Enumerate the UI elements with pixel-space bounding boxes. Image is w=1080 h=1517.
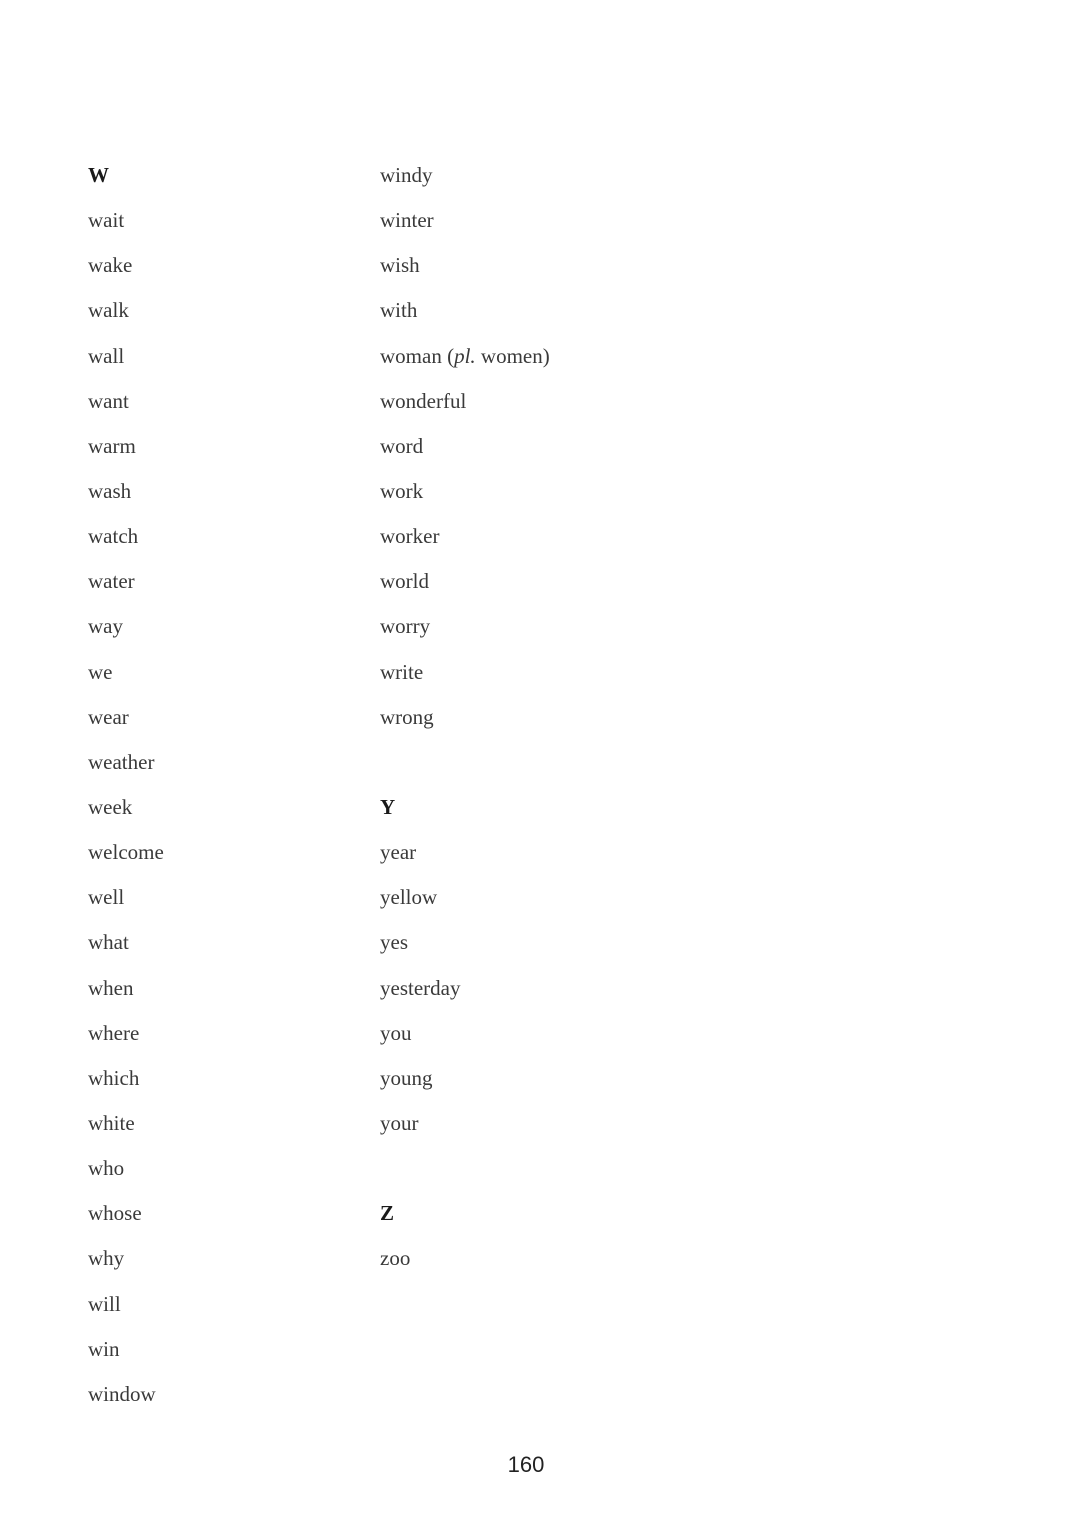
word-entry: wonderful xyxy=(380,388,467,413)
word-entry: worry xyxy=(380,614,431,639)
word-entry: wall xyxy=(88,343,125,368)
word-entry: why xyxy=(88,1246,125,1271)
word-entry: weather xyxy=(88,749,155,774)
word-entry: where xyxy=(88,1020,140,1045)
section-heading-y: Y xyxy=(380,794,396,819)
word-entry: wash xyxy=(88,478,132,503)
word-entry: work xyxy=(380,478,424,503)
word-entry: wake xyxy=(88,253,133,278)
word-entry: what xyxy=(88,930,129,955)
word-entry: wait xyxy=(88,208,125,233)
word-entry: wear xyxy=(88,704,129,729)
plural-abbreviation: pl. xyxy=(454,343,476,368)
word-entry: with xyxy=(380,298,418,323)
word-entry: you xyxy=(380,1020,412,1045)
word-entry: yes xyxy=(380,930,408,955)
word-entry-woman xyxy=(380,334,550,379)
word-entry: your xyxy=(380,1110,419,1135)
word-entry: young xyxy=(380,1065,433,1090)
section-spacer xyxy=(380,740,550,785)
word-entry: week xyxy=(88,794,133,819)
word-entry: way xyxy=(88,614,123,639)
word-entry: which xyxy=(88,1065,140,1090)
word-entry: word xyxy=(380,433,424,458)
section-heading-w: W xyxy=(88,163,109,187)
left-word-column xyxy=(88,153,164,1417)
word-entry: wrong xyxy=(380,704,434,729)
word-entry: when xyxy=(88,975,134,1000)
word-entry: year xyxy=(380,840,417,865)
section-spacer xyxy=(380,1146,550,1191)
word-entry: whose xyxy=(88,1201,142,1226)
word-entry: win xyxy=(88,1336,120,1361)
word-entry: who xyxy=(88,1156,125,1181)
word-entry: worker xyxy=(380,524,440,549)
word-entry: welcome xyxy=(88,840,164,865)
word-entry: watch xyxy=(88,524,139,549)
word-entry: windy xyxy=(380,163,433,187)
word-entry: world xyxy=(380,569,429,594)
word-entry: well xyxy=(88,885,125,910)
word-entry: yellow xyxy=(380,885,438,910)
word-entry: white xyxy=(88,1110,135,1135)
word-entry: we xyxy=(88,659,113,684)
right-word-column xyxy=(380,153,550,1282)
woman-plural: women) xyxy=(475,343,550,368)
section-heading-z: Z xyxy=(380,1201,395,1226)
word-entry: water xyxy=(88,569,135,594)
page-number: 160 xyxy=(507,1452,545,1477)
word-entry: warm xyxy=(88,433,136,458)
word-entry: wish xyxy=(380,253,420,278)
word-entry: winter xyxy=(380,208,434,233)
woman-word: woman ( xyxy=(380,343,455,368)
word-entry: write xyxy=(380,659,424,684)
word-entry: walk xyxy=(88,298,129,323)
word-entry: will xyxy=(88,1291,121,1316)
word-entry: window xyxy=(88,1381,156,1406)
word-entry: yesterday xyxy=(380,975,461,1000)
word-entry: want xyxy=(88,388,129,413)
word-entry: zoo xyxy=(380,1246,411,1271)
